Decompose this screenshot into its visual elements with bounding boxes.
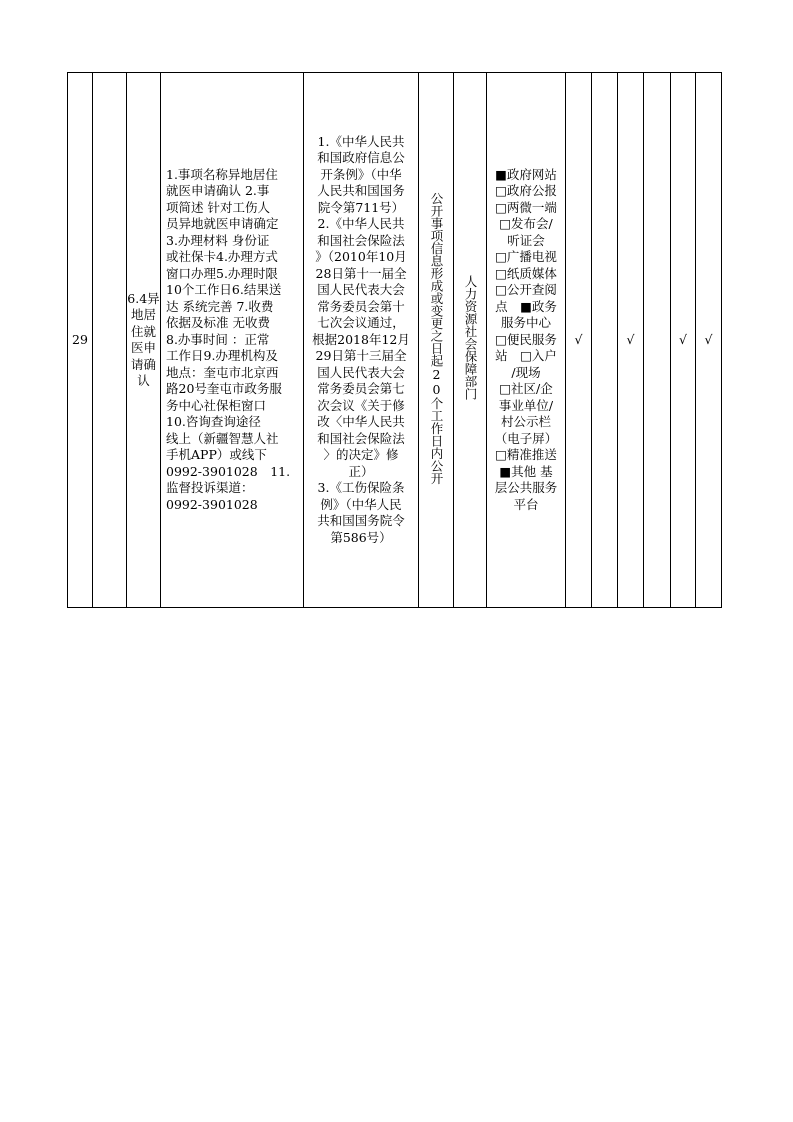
channel-line: 服务中心 bbox=[500, 315, 551, 331]
basis-line: 和国社会保险法 bbox=[317, 430, 405, 446]
content-line: 8.办事时间 ：正常 bbox=[166, 331, 270, 347]
channel-line: □广播电视 bbox=[495, 249, 557, 265]
department-cell bbox=[454, 73, 487, 608]
basis-line: 共和国国务院令 bbox=[317, 513, 405, 529]
basis-line: 常务委员会第七 bbox=[317, 381, 405, 397]
check-mark bbox=[592, 73, 618, 608]
channel-line: 听证会 bbox=[507, 232, 545, 248]
channel-line: □政府公报 bbox=[495, 183, 557, 199]
channel-line: ■政府网站 bbox=[495, 166, 557, 182]
basis-line: 3.《工伤保险条 bbox=[317, 480, 405, 496]
basis-line: 2.《中华人民共 bbox=[317, 216, 405, 232]
channel-line: 平台 bbox=[513, 496, 539, 512]
time-limit-cell bbox=[419, 73, 454, 608]
content-line: 1.事项名称异地居住 bbox=[166, 166, 278, 182]
check-mark: √ bbox=[566, 73, 592, 608]
channel-line: □两微一端 bbox=[495, 199, 557, 215]
content-line: 地点：奎屯市北京西 bbox=[166, 364, 279, 380]
row-number: 29 bbox=[68, 73, 93, 608]
content-line: 员异地就医申请确定 bbox=[166, 216, 279, 232]
content-line: 达 系统完善 7.收费 bbox=[166, 298, 274, 314]
content-line: 0992-3901028 bbox=[166, 496, 258, 512]
content-line: 0992-3901028 11. bbox=[166, 463, 291, 479]
content-line: 或社保卡4.办理方式 bbox=[166, 249, 278, 265]
basis-line: 根据2018年12月 bbox=[312, 331, 410, 347]
basis-line: 国人民代表大会 bbox=[317, 282, 405, 298]
channel-line: ■其他 基 bbox=[499, 463, 553, 479]
basis-line: 29日第十三届全 bbox=[315, 348, 407, 364]
time-limit-text: 公开事项信息形成或变更之日起20个工作日内公开 bbox=[429, 191, 444, 484]
channel-line: /现场 bbox=[511, 364, 541, 380]
basis-line: 〉的决定》修 bbox=[323, 447, 399, 463]
channel-line: （电子屏） bbox=[494, 430, 558, 446]
basis-line: 例》（中华人民 bbox=[320, 496, 402, 512]
check-mark bbox=[644, 73, 671, 608]
check-mark: √ bbox=[618, 73, 644, 608]
basis-line: 第586号） bbox=[330, 529, 392, 545]
basis-line: 28日第十一届全 bbox=[315, 265, 407, 281]
basis-line: 1.《中华人民共 bbox=[317, 133, 405, 149]
basis-line: 和国社会保险法 bbox=[317, 232, 405, 248]
basis-line: 院令第711号） bbox=[317, 199, 405, 215]
content-line: 工作日9.办理机构及 bbox=[166, 348, 278, 364]
channel-line: □发布会/ bbox=[499, 216, 553, 232]
basis-line: 国人民代表大会 bbox=[317, 364, 405, 380]
sub-item-name: 6.4异地居住就医申请确认 bbox=[127, 73, 161, 608]
department-text: 人力资源社会保障部门 bbox=[463, 275, 478, 401]
basis-line: 七次会议通过， bbox=[317, 315, 405, 331]
channel-line: 站 □入户 bbox=[495, 348, 557, 364]
legal-basis bbox=[304, 73, 419, 608]
record-table bbox=[67, 72, 722, 608]
basis-line: 开条例》（中华 bbox=[320, 166, 402, 182]
check-mark: √ bbox=[671, 73, 696, 608]
empty-cell bbox=[93, 73, 127, 608]
content-line: 窗口办理5.办理时限 bbox=[166, 265, 278, 281]
basis-line: 次会议《关于修 bbox=[317, 397, 405, 413]
basis-line: 正） bbox=[348, 463, 374, 479]
channel-line: □社区/企 bbox=[499, 381, 553, 397]
content-line: 项简述 针对工伤人 bbox=[166, 199, 270, 215]
channel-line: □纸质媒体 bbox=[495, 265, 557, 281]
basis-line: 和国政府信息公 bbox=[317, 150, 405, 166]
channel-line: □便民服务 bbox=[495, 331, 557, 347]
content-line: 3.办理材料 身份证 bbox=[166, 232, 270, 248]
channel-line: 点 ■政务 bbox=[495, 298, 557, 314]
content-line: 就医申请确认 2.事 bbox=[166, 183, 270, 199]
content-line: 线上（新疆智慧人社 bbox=[166, 430, 279, 446]
content-line: 手机APP）或线下 bbox=[166, 447, 267, 463]
basis-line: 常务委员会第十 bbox=[317, 298, 405, 314]
channel-line: 层公共服务 bbox=[494, 480, 558, 496]
channel-line: □公开查阅 bbox=[495, 282, 557, 298]
content-line: 依据及标准 无收费 bbox=[166, 315, 270, 331]
check-mark: √ bbox=[696, 73, 722, 608]
basis-line: 改〈中华人民共 bbox=[317, 414, 405, 430]
content-line: 监督投诉渠道： bbox=[166, 480, 254, 496]
content-line: 10.咨询查询途径 bbox=[166, 414, 261, 430]
channel-line: 村公示栏 bbox=[500, 414, 551, 430]
item-content bbox=[161, 73, 304, 608]
table-row bbox=[68, 73, 722, 608]
basis-line: 》（2010年10月 bbox=[315, 249, 407, 265]
content-line: 10个工作日6.结果送 bbox=[166, 282, 282, 298]
publish-channels bbox=[487, 73, 566, 608]
channel-line: 事业单位/ bbox=[498, 397, 554, 413]
content-line: 路20号奎屯市政务服 bbox=[166, 381, 282, 397]
channel-line: □精准推送 bbox=[495, 447, 557, 463]
content-line: 务中心社保柜窗口 bbox=[166, 397, 267, 413]
basis-line: 人民共和国国务 bbox=[317, 183, 405, 199]
